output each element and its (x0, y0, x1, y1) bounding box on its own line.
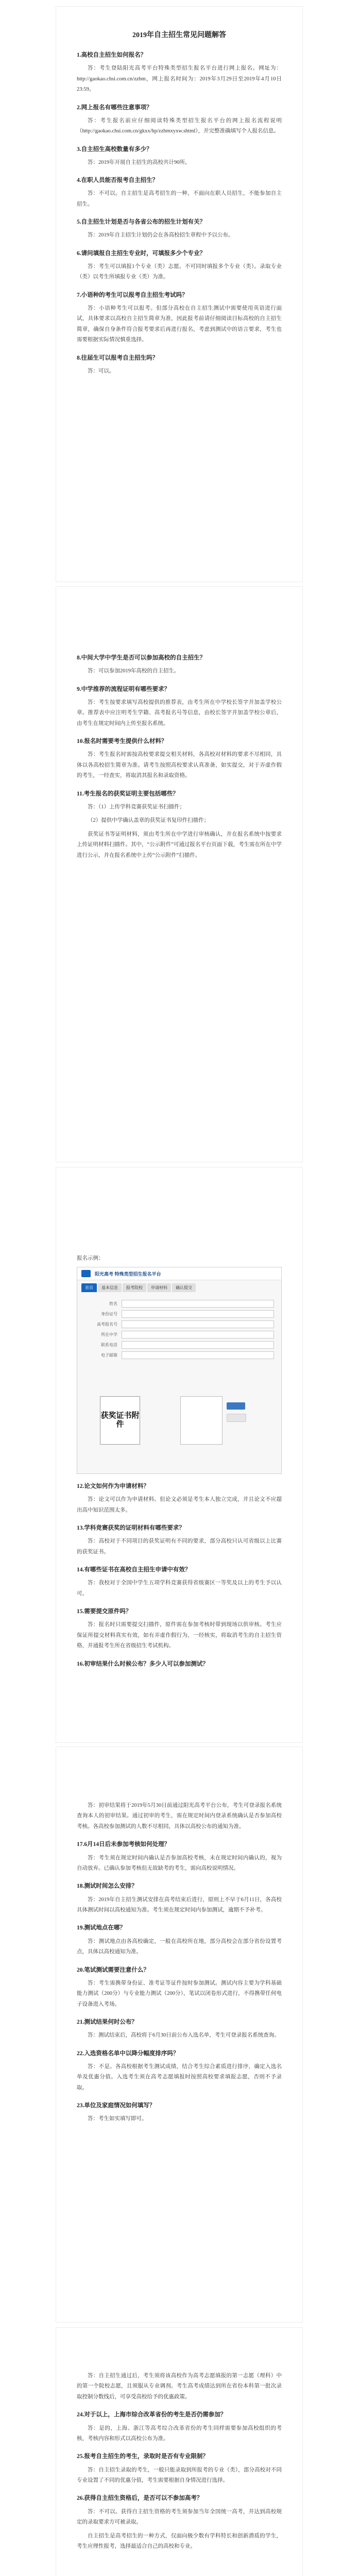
site-logo-icon (81, 1270, 91, 1277)
answer-paragraph: 答：考生按要求填写高校提供的推荐表，由考生所在中学校长签字并加盖学校公章。推荐表中应注明考生学籍、高考报名号等信息，由校长签字并加盖学校公章后，由考生在规定时间内上传至报名系统。 (77, 699, 282, 726)
answer-paragraph: 答：自主招生通过后，考生须将该高校作为高考志愿填报的第一志愿（理科）中的第一个院校志愿，且须服从专业调剂。考生高考成绩达到所在省份本科第一批次录取控制分数线后，可享受高校给予的优惠政策。 (77, 2373, 282, 2400)
document-page-2 (56, 586, 303, 1162)
form-row (84, 1310, 274, 1318)
tab-home: 首页 (81, 1283, 97, 1292)
answer-paragraph: 答：2019年开展自主招生的高校共计90所。 (88, 159, 191, 165)
question-heading: 26.获得自主招生资格后，是否可以不参加高考？ (77, 2495, 203, 2502)
document-page-4 (56, 1747, 303, 2323)
question-heading: 12.论文如何作为申请材料？ (77, 1483, 149, 1489)
screenshot-caption: 报名示例： (77, 1256, 104, 1261)
site-title: 阳光高考 特殊类型招生报名平台 (95, 1271, 161, 1277)
question-heading: 4.在职人员能否报考自主招生？ (77, 177, 159, 184)
answer-paragraph: 答：考生登陆阳光高考平台特殊类型招生报名平台进行网上报名。网址为：http://gaokao.chsi.com.cn/zzbm，网上报名时间为：2019年3月29日至2019年4月10日23:59。 (77, 65, 282, 93)
answer-paragraph: 答：考生报名前应仔细阅读特殊类型招生报名平台的网上报名流程说明（http://gaokao.chsi.com.cn/gkxx/hp/zzbmxyxw.shtml），并完整准确填写个人报名信息。 (77, 117, 282, 134)
question-heading: 13.学科竞赛获奖的证明材料有哪些要求？ (77, 1525, 185, 1532)
qa-list (77, 1801, 282, 2125)
question-heading: 15.需要提交原件吗？ (77, 1608, 132, 1615)
field-input (122, 1341, 274, 1349)
field-label: 高考报名号 (97, 1322, 117, 1327)
field-label: 身份证号 (101, 1312, 117, 1316)
question-heading: 20.笔试测试需要注意什么？ (77, 1967, 149, 1973)
answer-paragraph: 答：考生须在规定时间内确认是否参加高校考核，未在规定时间内确认的，视为自动放弃。已确认参加考核但无故缺考的考生，需向高校说明情况。 (77, 1855, 282, 1871)
photo-placeholder (180, 1396, 223, 1445)
screenshot-tabs (77, 1280, 281, 1292)
question-heading: 7.小语种的考生可以报考自主招生考试吗？ (77, 292, 188, 298)
form-row (84, 1341, 274, 1349)
answer-paragraph: 答：初审结果将于2019年5月30日前通过阳光高考平台公布，考生可登录报名系统查询本人的初审结果。通过初审的考生，需在规定时间内登录系统确认是否参加高校考核。各高校参加测试的人数不尽相同，具体以高校公布的通知为准。 (77, 1803, 282, 1829)
tab-schools: 报考院校 (123, 1283, 146, 1292)
field-input (122, 1300, 274, 1308)
answer-paragraph: 答：不可以。获得自主招生资格的考生须参加当年全国统一高考，并达到高校规定的录取要求方可被录取。 (77, 2509, 282, 2526)
tab-submit: 确认提交 (172, 1283, 196, 1292)
question-heading: 11.考生报名的获奖证明主要包括哪些？ (77, 790, 179, 797)
field-input (122, 1320, 274, 1328)
field-label: 姓名 (109, 1301, 117, 1306)
answer-paragraph: 答：论文可以作为申请材料。但论文必须是考生本人独立完成，并且论文不应超出高中知识范围太多。 (77, 1497, 282, 1513)
document-title: 2019年自主招生常见问题解答 (132, 31, 226, 39)
answer-paragraph: 答：是的，上海、浙江等高考综合改革省份的考生同样需要参加高校组织的考核，考核内容和形式以高校公布为准。 (77, 2425, 282, 2442)
field-input (122, 1351, 274, 1359)
question-heading: 25.报考自主招生的考生，录取时是否有专业限制？ (77, 2453, 209, 2460)
question-heading: 16.初审结果什么时候公布？多少人可以参加测试？ (77, 1660, 209, 1667)
answer-paragraph: 答：测试结束后，高校将于6月30日前公布入选名单，考生可登录报名系统查询。 (88, 2032, 280, 2039)
form-row (84, 1351, 274, 1359)
answer-paragraph: （2）提供中学确认盖章的获奖证书复印件扫描件； (88, 818, 210, 824)
screenshot-form (77, 1292, 281, 1367)
tab-materials: 申请材料 (147, 1283, 171, 1292)
answer-paragraph: 答：自主招生录取的考生，一般只能录取到所报考的专业（类），部分高校对不同专业设置了不同的优惠分值，考生需要根据自身情况进行选择。 (77, 2467, 282, 2483)
qa-list (77, 2371, 282, 2552)
answer-paragraph: 答：不是。各高校根据考生测试成绩，结合考生综合素质进行排序，确定入选名单及优惠分值。入选考生须在高考志愿填报时按照高校要求填报志愿，否则不予录取。 (77, 2063, 282, 2091)
form-row (84, 1320, 274, 1328)
field-input (122, 1310, 274, 1318)
question-heading: 8.中间大学中学生是否可以参加高校的自主招生？ (77, 655, 206, 661)
answer-paragraph: 答：测试地点由各高校确定，一般在高校所在地，部分高校会在部分省份设置考点，具体以高校通知为准。 (77, 1938, 282, 1955)
answer-paragraph: 答：考生需携带身份证、准考证等证件按时参加测试。测试内容主要为学科基础能力测试（200分）与专业能力测试（200分），笔试以闭卷形式进行，不得携带任何电子设备进入考场。 (77, 1980, 282, 2007)
question-heading: 14.有哪些证书在高校自主招生申请中有效？ (77, 1567, 191, 1573)
answer-paragraph: 答：考生如实填写即可。 (88, 2116, 147, 2122)
question-heading: 23.单位及家庭情况如何填写？ (77, 2103, 156, 2109)
answer-paragraph: 答：考生可以填报1个专业（类）志愿。不可同时填报多个专业（类）。录取专业（类）以考生所填报专业（类）为准。 (77, 263, 282, 280)
question-heading: 3.自主招生高校数量有多少？ (77, 146, 152, 152)
question-heading: 6.请问填报自主招生专业时，可填报多少个专业？ (77, 250, 206, 257)
answer-paragraph: 答：报名时只需要提交扫描件，原件需在参加考核时带到现场以供审核。考生应保证所提交材料真实有效，如有弄虚作假行为，一经核实，将取消考生的自主招生资格，并通报考生所在省级招生考试机构。 (77, 1622, 282, 1649)
cancel-button (227, 1414, 246, 1422)
document-page-3 (56, 1167, 303, 1743)
field-label: 联系电话 (101, 1343, 117, 1347)
question-heading: 22.入选资格名单中以降分幅度排序吗？ (77, 2050, 179, 2057)
document-page-5 (56, 2327, 303, 2576)
answer-paragraph: 答：我校对于全国中学生五项学科竞赛获得省级赛区一等奖及以上的考生予以认可。 (77, 1580, 282, 1597)
question-heading: 8.往届生可以报考自主招生吗？ (77, 354, 159, 361)
document-page-1 (56, 6, 303, 582)
question-heading: 17.6月14日后未参加考核如何处理？ (77, 1841, 170, 1848)
answer-paragraph: 答：2019年自主招生计划仍会在各高校招生章程中予以公布。 (88, 232, 234, 239)
qa-list (77, 51, 282, 377)
question-heading: 1.高校自主招生如何报名？ (77, 52, 147, 58)
upload-button (227, 1402, 245, 1410)
form-row (84, 1331, 274, 1338)
answer-paragraph: 答：考生报名时需按高校要求提交相关材料，各高校对材料的要求不尽相同，具体以各高校招生简章为准。请考生按照高校要求认真准备，如实提交，对于弄虚作假的考生，一经查实，将取消其报名和录取资格。 (77, 752, 282, 779)
answer-paragraph: 答：可以。 (88, 368, 115, 374)
field-label: 电子邮箱 (101, 1353, 117, 1358)
answer-paragraph: 自主招生是高考招生的一种方式，仅面向极少数有学科特长和创新潜质的学生，考生应理性报考，选择最适合自己的高校和专业。 (77, 2533, 282, 2549)
question-heading: 10.报名时需要考生提供什么材料？ (77, 738, 167, 745)
question-heading: 19.测试地点在哪？ (77, 1925, 126, 1931)
form-row (84, 1300, 274, 1308)
answer-paragraph: 答：（1）上传学科竞赛获奖证书扫描件； (88, 804, 185, 810)
answer-paragraph: 答：2019年自主招生测试安排在高考结束后进行，原则上不早于6月11日，各高校具体测试时间以高校通知为准。考生须在规定时间内参加测试，逾期不予补考。 (77, 1896, 282, 1913)
award-certificate-stamp: 获奖证书附件 (100, 1396, 140, 1445)
question-heading: 18.测试时间怎么安排？ (77, 1883, 138, 1890)
screenshot-header (77, 1267, 281, 1280)
question-heading: 5.自主招生计划是否与各省公布的招生计划有关？ (77, 219, 206, 226)
tab-basic-info: 基本信息 (98, 1283, 122, 1292)
registration-screenshot (77, 1267, 282, 1474)
answer-paragraph: 获奖证书等证明材料，须由考生所在中学进行审核确认，并在报名系统中按要求上传证明材料扫描件。其中，“公示附件”可通过报名平台页面下载，考生需在所在中学进行公示，并在报名系统中上传“公示附件”扫描件。 (77, 831, 282, 858)
answer-paragraph: 答：可以参加2019年高校的自主招生。 (88, 668, 180, 674)
qa-list (77, 1482, 282, 1668)
field-label: 所在中学 (101, 1332, 117, 1337)
question-heading: 9.中学推荐的流程证明有哪些要求？ (77, 686, 170, 692)
answer-paragraph: 答：高校对于不同项目的获奖证明有不同的要求，部分高校只认可省级以上比赛的获奖证书。 (77, 1538, 282, 1555)
question-heading: 21.测试结果何时公布？ (77, 2019, 138, 2025)
qa-list (77, 654, 282, 861)
field-input (122, 1331, 274, 1338)
answer-paragraph: 答：小语种考生可以报考。但部分高校在自主招生测试中需要使用英语进行面试，具体要求以高校自主招生简章为准，因此报考前请仔细阅读目标高校的自主招生简章，确保自身条件符合报考要求后再进行报名，考虑到测试中的语言要求，考生也需要根据实际情况慎重选择。 (77, 305, 282, 343)
question-heading: 24.对于以上，上海市综合改革省份的考生是否仍需参加？ (77, 2412, 227, 2418)
answer-paragraph: 答：不可以。自主招生是高考招生的一种，不面向在职人员招生，不能参加自主招生。 (77, 191, 282, 207)
question-heading: 2.网上报名有哪些注意事项？ (77, 104, 152, 111)
